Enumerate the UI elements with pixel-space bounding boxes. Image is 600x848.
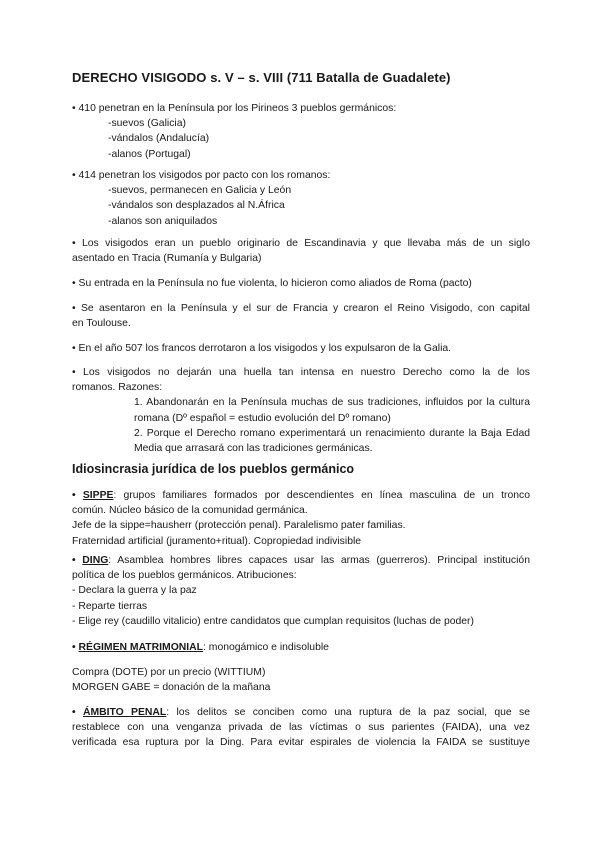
reason-line: Media que arrasará con las tradiciones germánicas. xyxy=(134,443,373,455)
text-line xyxy=(72,705,530,720)
reason-line: romana (Dº español = estudio evolución del Dº romano) xyxy=(134,412,391,424)
text-line xyxy=(72,640,530,655)
term-definition: : grupos familiares formados por descendientes en línea masculina de un tronco xyxy=(113,490,530,501)
text-line: común. Núcleo básico de la comunidad germánica. xyxy=(72,505,308,517)
text-line: verificada esa ruptura por la Ding. Para evitar espirales de violencia la FAIDA se sustituye xyxy=(72,737,530,749)
paragraph-ding xyxy=(72,553,530,629)
paragraph-compra xyxy=(72,665,530,695)
paragraph-ambito xyxy=(72,705,530,751)
bullet: • xyxy=(72,555,83,566)
text-line: en Toulouse. xyxy=(72,318,131,330)
paragraph-intro: • 410 penetran en la Península por los Pirineos 3 pueblos germánicos: xyxy=(72,103,397,114)
text-line: Jefe de la sippe=hausherr (protección penal). Paralelismo pater familias. xyxy=(72,520,406,532)
term-definition: : Asamblea hombres libres capaces usar las armas (guerreros). Principal institución xyxy=(108,555,530,566)
text-line: romanos. Razones: xyxy=(72,382,163,394)
list-item: -vándalos (Andalucía) xyxy=(108,133,210,145)
text-line: • Se asentaron en la Península y el sur de Francia y crearon el Reino Visigodo, con capital xyxy=(72,303,530,314)
text-line: • En el año 507 los francos derrotaron a los visigodos y los expulsaron de la Galia. xyxy=(72,343,452,354)
page-title: DERECHO VISIGODO s. V – s. VIII (711 Batalla de Guadalete) xyxy=(72,70,451,85)
text-line: • Los visigodos no dejarán una huella tan intensa en nuestro Derecho como la de los xyxy=(72,367,530,378)
paragraph-507 xyxy=(72,341,530,356)
reason-line: 2. Porque el Derecho romano experimentará un renacimiento durante la Baja Edad xyxy=(134,427,530,439)
section-heading: Idiosincrasia jurídica de los pueblos germánico xyxy=(72,462,355,476)
list-item: -vándalos son desplazados al N.África xyxy=(108,200,285,212)
text-line xyxy=(72,488,530,503)
text-line: política de los pueblos germánicos. Atribuciones: xyxy=(72,570,297,582)
text-line: • Los visigodos eran un pueblo originario de Escandinavia y que llevaba más de un siglo xyxy=(72,238,530,249)
list-item: -alanos (Portugal) xyxy=(108,148,191,160)
list-item: -suevos, permanecen en Galicia y León xyxy=(108,185,292,197)
list-item: -alanos son aniquilados xyxy=(108,215,218,227)
text-line: Compra (DOTE) por un precio (WITTIUM) xyxy=(72,667,266,678)
term-regimen: RÉGIMEN MATRIMONIAL xyxy=(78,642,204,653)
paragraph-414 xyxy=(72,168,530,229)
paragraph-huella xyxy=(72,365,530,456)
paragraph-sippe xyxy=(72,488,530,549)
reason-line: 1. Abandonarán en la Península muchas de sus tradiciones, influidos por la cultura xyxy=(134,397,530,409)
text-line: - Elige rey (caudillo vitalicio) entre candidatos que cumplan requisitos (luchas de poder) xyxy=(72,615,474,627)
term-sippe: SIPPE xyxy=(82,490,114,501)
paragraph-intro: • 414 penetran los visigodos por pacto con los romanos: xyxy=(72,170,331,181)
paragraph-reino xyxy=(72,301,530,331)
paragraph-410 xyxy=(72,101,530,162)
term-ambito: ÁMBITO PENAL xyxy=(82,707,167,718)
bullet: • xyxy=(72,707,83,718)
bullet: • xyxy=(72,490,83,501)
text-line: • Su entrada en la Península no fue violenta, lo hicieron como aliados de Roma (pacto) xyxy=(72,278,472,289)
paragraph-escandinavia xyxy=(72,236,530,266)
list-item: -suevos (Galicia) xyxy=(108,118,186,130)
text-line: asentado en Tracia (Rumanía y Bulgaria) xyxy=(72,253,262,265)
text-line xyxy=(72,553,530,568)
text-line: Fraternidad artificial (juramento+ritual). Copropiedad indivisible xyxy=(72,535,362,547)
paragraph-regimen xyxy=(72,640,530,655)
text-line: MORGEN GABE = donación de la mañana xyxy=(72,682,271,694)
bullet: • xyxy=(72,642,79,653)
term-ding: DING xyxy=(82,555,109,566)
text-line: - Reparte tierras xyxy=(72,600,148,612)
text-line: restablece con una venganza privada de las víctimas o sus parientes (FAIDA), una vez xyxy=(72,722,530,734)
paragraph-entrada xyxy=(72,276,530,291)
term-definition: : monogámico e indisoluble xyxy=(203,642,329,653)
reasons-list xyxy=(72,395,530,456)
text-line: - Declara la guerra y la paz xyxy=(72,585,197,597)
term-definition: : los delitos se conciben como una ruptura de la paz social, que se xyxy=(166,707,530,718)
